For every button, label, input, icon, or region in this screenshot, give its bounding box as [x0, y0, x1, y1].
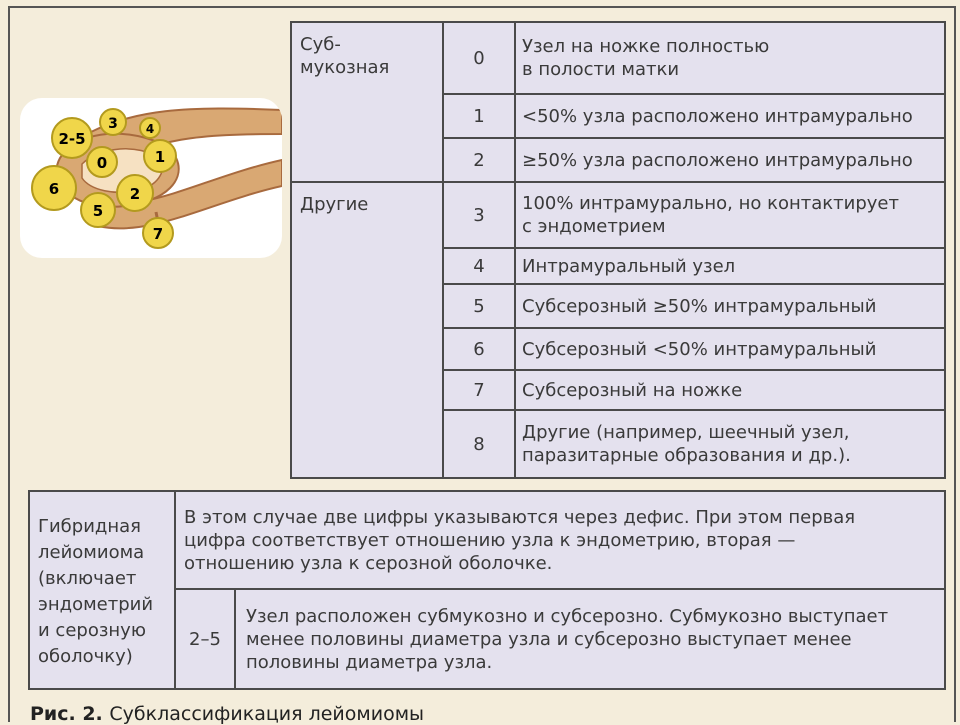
- type-description: 100% интрамурально, но контактирует с эндометрием: [515, 182, 945, 248]
- type-description: Субсерозный на ножке: [515, 370, 945, 410]
- caption-prefix: Рис. 2.: [30, 703, 103, 725]
- svg-text:3: 3: [108, 116, 118, 132]
- type-number: 4: [443, 248, 515, 284]
- table-row: [29, 491, 945, 589]
- type-description: <50% узла расположено интрамурально: [515, 94, 945, 138]
- figure-caption: [30, 703, 424, 725]
- node-3: [100, 109, 126, 135]
- type-number: 1: [443, 94, 515, 138]
- type-description: Узел на ножке полностью в полости матки: [515, 22, 945, 94]
- svg-text:6: 6: [48, 180, 60, 198]
- type-description: Другие (например, шеечный узел, паразитарные образования и др.).: [515, 410, 945, 478]
- type-number: 3: [443, 182, 515, 248]
- hybrid-leiomyoma-table: [28, 490, 946, 690]
- type-description: Субсерозный <50% интрамуральный: [515, 328, 945, 370]
- svg-text:4: 4: [145, 122, 155, 136]
- svg-text:7: 7: [152, 225, 164, 243]
- node-7: [143, 218, 173, 248]
- node-1: [144, 140, 176, 172]
- svg-text:0: 0: [96, 154, 108, 172]
- uterus-diagram: [20, 98, 282, 258]
- node-2: [117, 175, 153, 211]
- type-number: 7: [443, 370, 515, 410]
- node-0: [87, 147, 117, 177]
- group-submucosal: Суб- мукозная: [291, 22, 443, 182]
- node-5: [81, 193, 115, 227]
- node-6: [32, 166, 76, 210]
- type-description: Интрамуральный узел: [515, 248, 945, 284]
- caption-text: Субклассификация лейомиомы: [109, 703, 425, 725]
- type-description: Субсерозный ≥50% интрамуральный: [515, 284, 945, 328]
- type-description: ≥50% узла расположено интрамурально: [515, 138, 945, 182]
- figo-classification-table: [290, 21, 946, 479]
- node-2-5: [52, 118, 92, 158]
- group-other: Другие: [291, 182, 443, 478]
- svg-text:2: 2: [129, 185, 141, 203]
- fibroid-illustration: [20, 98, 282, 258]
- hybrid-example-number: 2–5: [175, 589, 235, 689]
- svg-text:5: 5: [92, 202, 104, 220]
- type-number: 5: [443, 284, 515, 328]
- type-number: 6: [443, 328, 515, 370]
- hybrid-example-description: Узел расположен субмукозно и субсерозно. Субмукозно выступает менее половины диаметра узла и субсерозно выступает менее половины диаметра узла.: [235, 589, 945, 689]
- table-row: [291, 22, 945, 94]
- hybrid-explanation: В этом случае две цифры указываются через дефис. При этом первая цифра соответствует отношению узла к эндометрию, вторая — отношению узла к серозной оболочке.: [175, 491, 945, 589]
- type-number: 8: [443, 410, 515, 478]
- type-number: 2: [443, 138, 515, 182]
- svg-text:1: 1: [154, 148, 166, 166]
- table-row: [291, 182, 945, 248]
- hybrid-label: Гибридная лейомиома (включает эндометрий и серозную оболочку): [29, 491, 175, 689]
- node-4: [140, 118, 160, 138]
- svg-text:2-5: 2-5: [58, 130, 86, 148]
- type-number: 0: [443, 22, 515, 94]
